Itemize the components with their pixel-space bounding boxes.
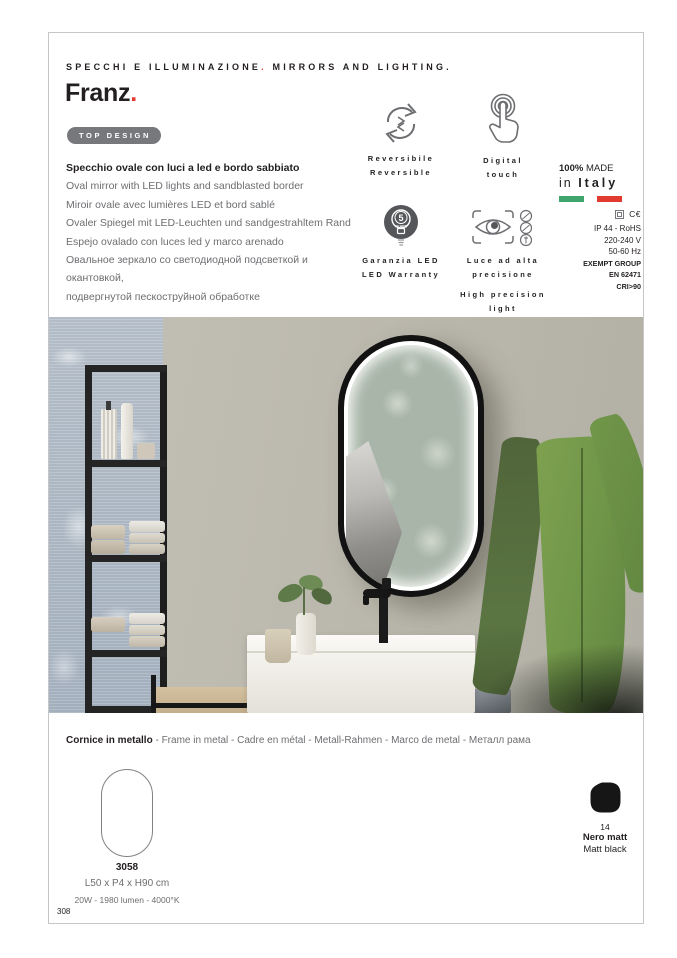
- feature-label: light: [489, 303, 517, 313]
- warranty-years: 5: [398, 213, 404, 223]
- plant-stem: [303, 587, 305, 615]
- shelf-rail: [85, 555, 167, 562]
- cert-line: CRI>90: [616, 281, 641, 291]
- frame-material-translations: - Frame in metal - Cadre en métal - Metall-Rahmen - Marco de metal - Металл рама: [152, 735, 531, 746]
- product-code: 3058: [115, 862, 139, 873]
- towel-stack: [91, 525, 125, 539]
- towel-stack: [129, 613, 165, 624]
- cert-line: 220-240 V: [604, 235, 641, 245]
- oval-led-mirror: [338, 335, 484, 597]
- towel-stack: [91, 540, 125, 554]
- section-title-english: MIRRORS AND LIGHTING.: [266, 62, 452, 72]
- description-english: Oval mirror with LED lights and sandblasted border: [66, 180, 304, 193]
- finish-name-italian: Nero matt: [582, 832, 628, 843]
- certifications: [519, 209, 641, 292]
- section-title-dot: .: [261, 62, 267, 72]
- section-title-italian: SPECCHI E ILLUMINAZIONE: [66, 62, 262, 72]
- description-french: Miroir ovale avec lumières LED et bord sablé: [66, 198, 275, 211]
- class-ii-insulation-icon: [615, 210, 624, 219]
- towel-stack: [129, 544, 165, 554]
- made-in-in: in: [559, 176, 579, 190]
- shelf-rail: [85, 365, 167, 372]
- feature-digital-touch: [447, 93, 559, 181]
- feature-label: touch: [486, 169, 520, 179]
- flag-red-bar: [597, 196, 622, 202]
- cert-line: 50-60 Hz: [608, 247, 641, 257]
- digital-touch-icon: [447, 93, 559, 147]
- faucet-handle: [382, 578, 391, 589]
- towel-stack: [91, 633, 125, 648]
- italian-flag: [559, 196, 655, 202]
- bottle: [121, 403, 133, 459]
- feature-label: Reversibile: [367, 154, 435, 163]
- catalog-page: [48, 32, 644, 924]
- made-in-country: Italy: [578, 176, 619, 190]
- finish-swatch-block: [561, 781, 649, 855]
- feature-reversible: [345, 101, 457, 179]
- towel-stack: [129, 625, 165, 635]
- dispenser-pump: [106, 401, 111, 410]
- shelf-post: [85, 365, 92, 713]
- description-italian: Specchio ovale con luci a led e bordo sabbiato: [66, 162, 300, 174]
- towel-stack: [129, 521, 165, 532]
- product-name: Franz: [65, 79, 131, 107]
- page-number: 308: [57, 907, 71, 916]
- feature-led-warranty: [345, 201, 457, 281]
- finish-number: 14: [600, 822, 610, 832]
- cert-line: IP 44 - RoHS: [594, 223, 641, 233]
- warranty-years-label: YEARS: [394, 224, 408, 229]
- product-descriptions: [66, 159, 366, 306]
- product-photo: [49, 317, 643, 713]
- soap-dispenser: [101, 409, 117, 459]
- shelf-rail: [85, 460, 167, 467]
- mirror-reflection: [346, 441, 402, 597]
- top-design-badge: TOP DESIGN: [67, 127, 161, 144]
- feature-label: LED Warranty: [361, 269, 441, 279]
- reversible-icon: [345, 101, 457, 145]
- product-shape-drawing: [101, 769, 153, 857]
- white-vase: [296, 613, 316, 655]
- cert-line: EXEMPT GROUP: [583, 259, 641, 269]
- finish-swatch: [589, 781, 622, 814]
- description-russian-line2: подвергнутой пескоструйной обработке: [66, 290, 260, 303]
- made-in-percent: 100%: [559, 163, 584, 174]
- feature-label: Reversible: [370, 167, 432, 177]
- feature-label: Digital: [483, 156, 523, 165]
- feature-label: precisione: [472, 269, 534, 279]
- frame-material-line: [66, 735, 531, 746]
- towel-stack: [129, 636, 165, 647]
- finish-name-english: Matt black: [583, 843, 627, 855]
- towel-stack: [91, 617, 125, 632]
- plant-pot-shadow: [477, 645, 643, 713]
- description-russian-line1: Овальное зеркало со светодиодной подсветкой и окантовкой,: [66, 254, 308, 285]
- frame-material-bold: Cornice in metallo: [66, 735, 153, 746]
- ceramic-cup: [265, 629, 291, 663]
- led-warranty-icon: [345, 201, 457, 247]
- folded-cloth: [137, 443, 155, 459]
- product-name-dot: .: [130, 79, 137, 107]
- feature-label: Luce ad alta: [466, 256, 540, 265]
- ce-mark: C€: [629, 209, 641, 219]
- shelf-rail: [85, 650, 167, 657]
- feature-label: Garanzia LED: [362, 256, 440, 265]
- product-dimensions: L50 x P4 x H90 cm: [84, 878, 170, 889]
- description-german: Ovaler Spiegel mit LED-Leuchten und sandgestrahltem Rand: [66, 217, 351, 230]
- made-in-made: MADE: [583, 163, 614, 174]
- product-title: [65, 79, 137, 108]
- made-in-italy: [559, 163, 655, 202]
- description-spanish: Espejo ovalado con luces led y marco arenado: [66, 235, 284, 248]
- cert-line: EN 62471: [609, 270, 641, 280]
- faucet-tip: [363, 596, 369, 605]
- section-header: [66, 62, 452, 72]
- product-specs: 20W - 1980 lumen - 4000°K: [74, 895, 180, 905]
- flag-green-bar: [559, 196, 584, 202]
- feature-label: High precision: [460, 290, 546, 299]
- towel-stack: [129, 533, 165, 543]
- metal-shelf-unit: [85, 365, 167, 713]
